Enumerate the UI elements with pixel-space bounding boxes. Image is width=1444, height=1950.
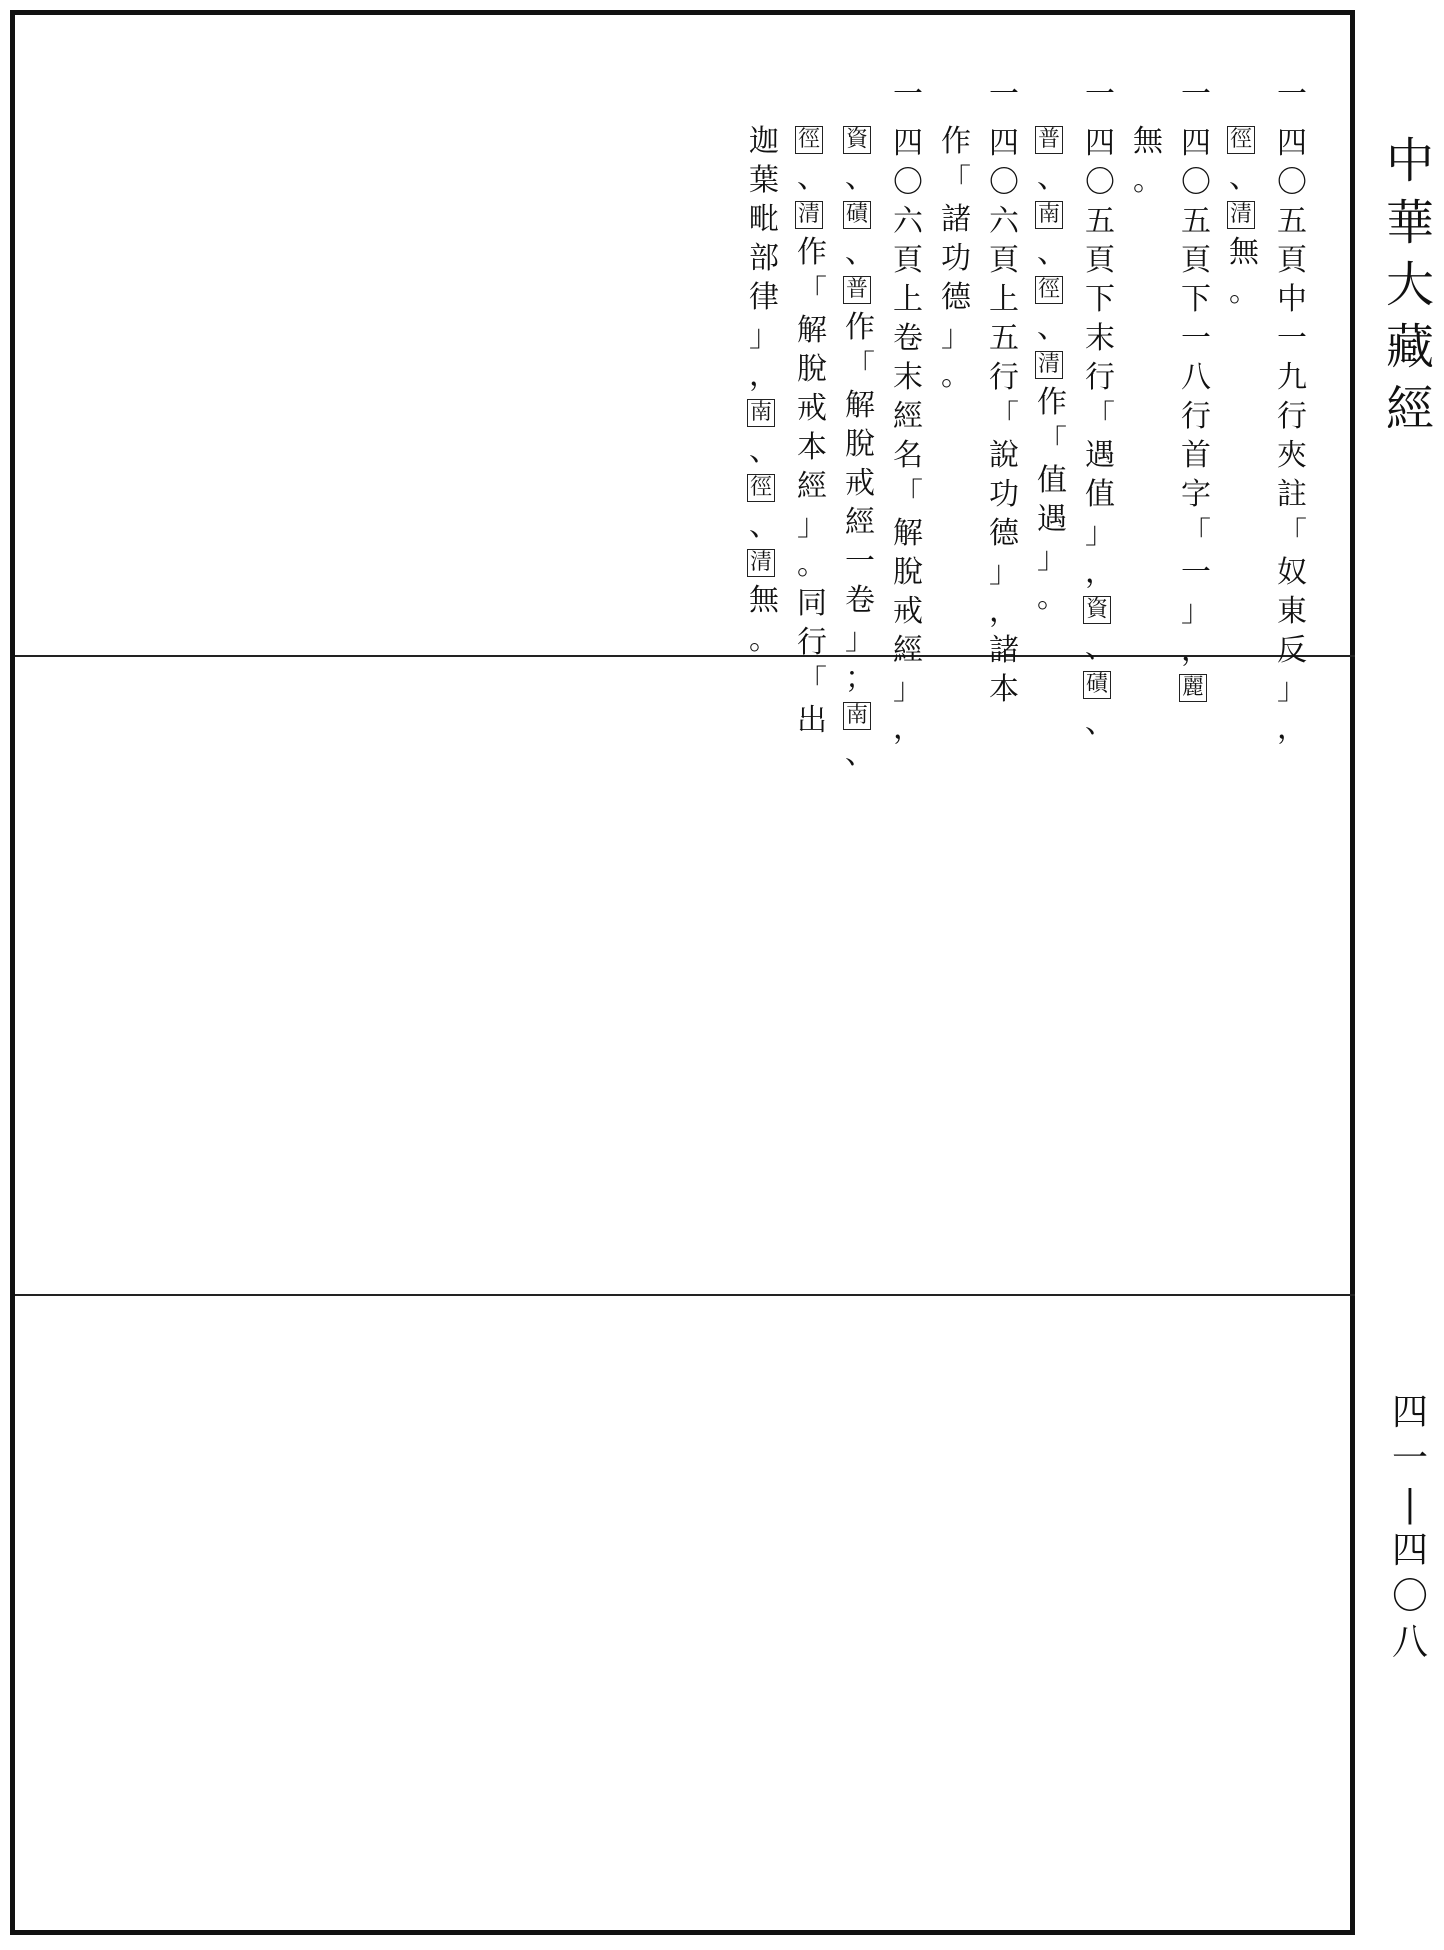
note-char — [843, 126, 877, 154]
note-char: 首 — [1181, 438, 1211, 473]
note-char: 、 — [749, 508, 779, 543]
note-char: ， — [989, 594, 1019, 629]
section-divider-2 — [15, 1294, 1355, 1296]
note-char: 中 — [1277, 282, 1307, 317]
note-char — [795, 126, 829, 154]
note-char: 、 — [749, 433, 779, 468]
note-column — [747, 122, 781, 659]
note-char: 「 — [797, 664, 827, 699]
note-char — [1083, 596, 1117, 624]
note-char: 、 — [1037, 160, 1067, 195]
note-char: 遇 — [1037, 502, 1067, 537]
note-char: 。 — [749, 622, 779, 657]
note-char: 迦 — [749, 124, 779, 159]
note-char: 」 — [893, 672, 923, 707]
edition-abbrev-box: 徑 — [747, 474, 775, 502]
note-char: 作 — [797, 235, 827, 270]
note-char: 字 — [1181, 477, 1211, 512]
note-char: 。 — [1133, 163, 1163, 198]
note-char: 本 — [797, 430, 827, 465]
edition-abbrev-box: 麗 — [1179, 674, 1207, 702]
note-char: 、 — [797, 160, 827, 195]
page-frame — [10, 10, 1355, 1935]
note-char — [747, 399, 781, 427]
note-char: 行 — [989, 360, 1019, 395]
note-char: 」 — [1085, 516, 1115, 551]
edition-abbrev-box: 南 — [843, 702, 871, 730]
edition-abbrev-box: 清 — [1035, 351, 1063, 379]
note-char: 。 — [1229, 274, 1259, 309]
edition-abbrev-box: 資 — [1083, 596, 1111, 624]
note-char: 無 — [749, 583, 779, 618]
page-number-char: 〇 — [1391, 1576, 1428, 1617]
note-char: 「 — [941, 163, 971, 198]
note-char: 上 — [989, 282, 1019, 317]
note-char: 五 — [1085, 204, 1115, 239]
note-char: 」 — [1181, 594, 1211, 629]
note-char: 行 — [1181, 399, 1211, 434]
note-char: 、 — [845, 160, 875, 195]
note-char: 無 — [1133, 124, 1163, 159]
note-column — [1179, 77, 1213, 706]
note-char: ， — [1181, 633, 1211, 668]
note-column — [891, 77, 925, 748]
note-char: 出 — [797, 703, 827, 738]
note-char — [1227, 201, 1261, 229]
note-char: 葉 — [749, 163, 779, 198]
note-char: 一 — [1181, 321, 1211, 356]
title-char: 經 — [1385, 381, 1434, 437]
note-char: 頁 — [1181, 243, 1211, 278]
note-char: 」 — [797, 508, 827, 543]
note-char: 頁 — [1277, 243, 1307, 278]
note-char: 、 — [845, 235, 875, 270]
page-number — [1385, 1390, 1435, 1666]
note-char: 行 — [797, 625, 827, 660]
note-char: 」 — [845, 622, 875, 657]
note-char: 解 — [845, 388, 875, 423]
note-char: 五 — [989, 321, 1019, 356]
note-char: ， — [1277, 711, 1307, 746]
note-char: 毗 — [749, 202, 779, 237]
note-char — [747, 549, 781, 577]
note-char: 〇 — [893, 165, 923, 200]
edition-abbrev-box: 普 — [1035, 126, 1063, 154]
note-char — [843, 201, 877, 229]
title-char: 華 — [1385, 195, 1434, 251]
note-char: 頁 — [989, 243, 1019, 278]
note-char: 作 — [941, 124, 971, 159]
note-char: 、 — [1037, 310, 1067, 345]
note-char: 諸 — [989, 633, 1019, 668]
note-char: 〇 — [1085, 165, 1115, 200]
note-char: 律 — [749, 280, 779, 315]
note-char: 四 — [893, 126, 923, 161]
note-char: 九 — [1277, 360, 1307, 395]
note-char: 一 — [1181, 555, 1211, 590]
note-char: 經 — [845, 505, 875, 540]
note-char: 四 — [989, 126, 1019, 161]
note-char — [1179, 674, 1213, 702]
title-char: 大 — [1385, 257, 1434, 313]
note-char: 戒 — [797, 391, 827, 426]
note-column — [1035, 122, 1069, 617]
note-char: 同 — [797, 586, 827, 621]
note-char: 「 — [1277, 516, 1307, 551]
note-char: 。 — [941, 358, 971, 393]
edition-abbrev-box: 清 — [795, 201, 823, 229]
note-column — [1131, 122, 1165, 200]
section-divider-1 — [15, 655, 1355, 657]
note-char: 「 — [1085, 399, 1115, 434]
note-char — [843, 702, 877, 730]
edition-abbrev-box: 徑 — [795, 126, 823, 154]
title-char: 藏 — [1385, 319, 1434, 375]
note-char: 五 — [1277, 204, 1307, 239]
edition-abbrev-box: 南 — [1035, 201, 1063, 229]
note-column — [1275, 77, 1309, 748]
page-number-char: 八 — [1391, 1622, 1428, 1663]
note-char — [1035, 201, 1069, 229]
note-marker: 一 — [1181, 77, 1211, 112]
note-char: 一 — [1277, 321, 1307, 356]
note-char: ； — [845, 661, 875, 696]
note-char: 頁 — [893, 243, 923, 278]
note-char: 」 — [989, 555, 1019, 590]
note-char — [1035, 276, 1069, 304]
note-char: 。 — [1037, 580, 1067, 615]
note-char: 」 — [1277, 672, 1307, 707]
note-char: 下 — [1085, 282, 1115, 317]
note-char — [1035, 351, 1069, 379]
note-char: 、 — [1085, 630, 1115, 665]
note-char: 脫 — [845, 427, 875, 462]
page-number-char: | — [1403, 1484, 1417, 1525]
note-char: 夾 — [1277, 438, 1307, 473]
edition-abbrev-box: 資 — [843, 126, 871, 154]
edition-abbrev-box: 徑 — [1035, 276, 1063, 304]
note-char: 經 — [797, 469, 827, 504]
note-marker: 一 — [989, 77, 1019, 112]
note-char — [843, 276, 877, 304]
note-column — [939, 122, 973, 395]
note-char: 「 — [845, 349, 875, 384]
note-char: 、 — [1229, 160, 1259, 195]
note-char: 、 — [845, 736, 875, 771]
note-char: 德 — [989, 516, 1019, 551]
note-column — [1083, 77, 1117, 742]
note-char — [747, 474, 781, 502]
collection-title — [1385, 130, 1435, 440]
note-char: 值 — [1037, 463, 1067, 498]
page-number-char: 四 — [1391, 1530, 1428, 1571]
edition-abbrev-box: 徑 — [1227, 126, 1255, 154]
note-char: 頁 — [1085, 243, 1115, 278]
edition-abbrev-box: 清 — [1227, 201, 1255, 229]
note-char: 「 — [1037, 424, 1067, 459]
note-char: 脫 — [893, 555, 923, 590]
note-char: 部 — [749, 241, 779, 276]
note-char — [1035, 126, 1069, 154]
note-char: 六 — [893, 204, 923, 239]
note-char: 德 — [941, 280, 971, 315]
note-column — [843, 122, 877, 773]
note-char: 名 — [893, 438, 923, 473]
note-char: 。 — [797, 547, 827, 582]
note-char: 」 — [749, 319, 779, 354]
edition-abbrev-box: 清 — [747, 549, 775, 577]
note-char: 作 — [1037, 385, 1067, 420]
page-number-char: 一 — [1391, 1438, 1428, 1479]
note-char: 卷 — [845, 583, 875, 618]
note-char: 五 — [1181, 204, 1211, 239]
edition-abbrev-box: 南 — [747, 399, 775, 427]
note-char: 末 — [1085, 321, 1115, 356]
note-char: 末 — [893, 360, 923, 395]
note-char — [1227, 126, 1261, 154]
note-char: 解 — [893, 516, 923, 551]
note-char: 「 — [989, 399, 1019, 434]
note-char: 「 — [1181, 516, 1211, 551]
note-marker: 一 — [1277, 77, 1307, 112]
note-char: ， — [893, 711, 923, 746]
note-char: ， — [1085, 555, 1115, 590]
note-char — [795, 201, 829, 229]
note-char: 、 — [1085, 705, 1115, 740]
note-char: 上 — [893, 282, 923, 317]
note-char: 功 — [989, 477, 1019, 512]
note-char: 遇 — [1085, 438, 1115, 473]
note-char: 反 — [1277, 633, 1307, 668]
note-char: 經 — [893, 633, 923, 668]
note-char: 註 — [1277, 477, 1307, 512]
note-column — [795, 122, 829, 740]
note-char: 經 — [893, 399, 923, 434]
note-char: 功 — [941, 241, 971, 276]
note-marker: 一 — [893, 77, 923, 112]
note-char: 「 — [797, 274, 827, 309]
note-char: 無 — [1229, 235, 1259, 270]
note-char: 諸 — [941, 202, 971, 237]
note-char: 值 — [1085, 477, 1115, 512]
note-char: 東 — [1277, 594, 1307, 629]
note-char: 下 — [1181, 282, 1211, 317]
note-char: 〇 — [989, 165, 1019, 200]
note-char: 〇 — [1181, 165, 1211, 200]
note-char: 作 — [845, 310, 875, 345]
note-char: 卷 — [893, 321, 923, 356]
note-char — [1083, 671, 1117, 699]
edition-abbrev-box: 磧 — [843, 201, 871, 229]
page-number-char: 四 — [1391, 1392, 1428, 1433]
note-char: 八 — [1181, 360, 1211, 395]
note-char: 本 — [989, 672, 1019, 707]
note-char: 」 — [941, 319, 971, 354]
note-char: 脫 — [797, 352, 827, 387]
note-column — [987, 77, 1021, 709]
note-marker: 一 — [1085, 77, 1115, 112]
note-char: 一 — [845, 544, 875, 579]
note-char: 〇 — [1277, 165, 1307, 200]
note-char: 戒 — [845, 466, 875, 501]
note-char: 六 — [989, 204, 1019, 239]
note-char: ， — [749, 358, 779, 393]
note-char: 解 — [797, 313, 827, 348]
edition-abbrev-box: 普 — [843, 276, 871, 304]
note-char: 行 — [1277, 399, 1307, 434]
note-char: 「 — [893, 477, 923, 512]
note-char: 說 — [989, 438, 1019, 473]
note-char: 四 — [1181, 126, 1211, 161]
note-char: 」 — [1037, 541, 1067, 576]
note-column — [1227, 122, 1261, 311]
note-char: 四 — [1085, 126, 1115, 161]
note-char: 、 — [1037, 235, 1067, 270]
note-char: 戒 — [893, 594, 923, 629]
title-char: 中 — [1385, 133, 1434, 189]
note-char: 四 — [1277, 126, 1307, 161]
note-char: 奴 — [1277, 555, 1307, 590]
note-char: 行 — [1085, 360, 1115, 395]
edition-abbrev-box: 磧 — [1083, 671, 1111, 699]
